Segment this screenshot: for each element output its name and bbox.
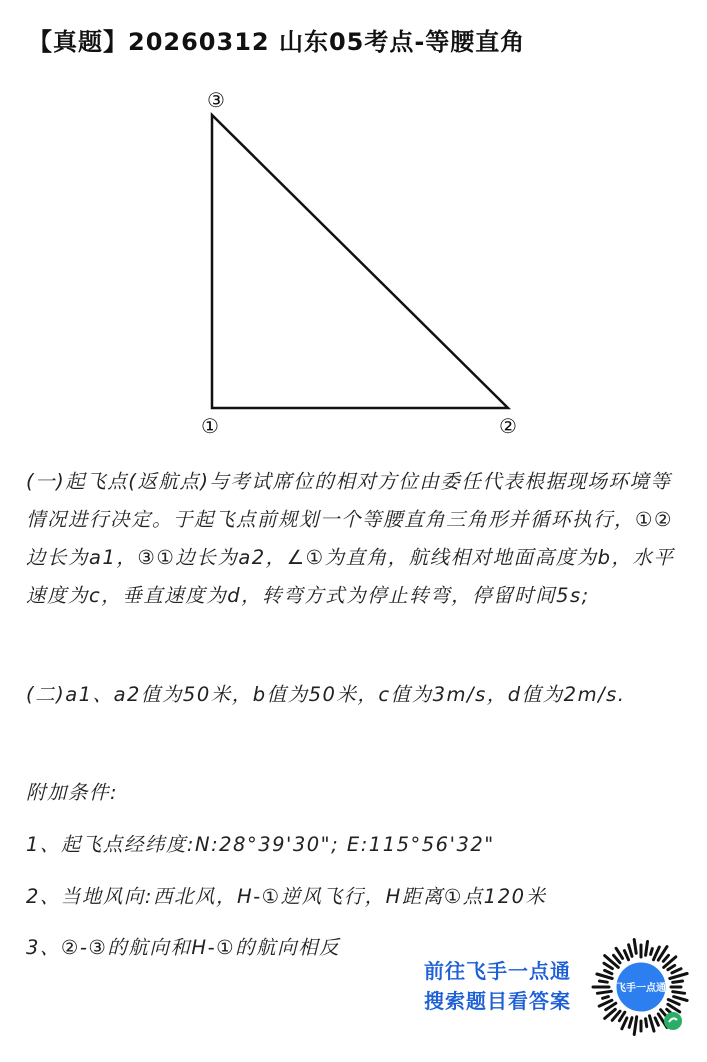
qr-ray	[655, 1018, 658, 1025]
qr-ray	[673, 981, 683, 982]
page-title: 【真题】20260312 山东05考点-等腰直角	[28, 28, 526, 56]
qr-center-label: 飞手一点通	[616, 983, 666, 994]
paragraph-1: (一)起飞点(返航点)与考试席位的相对方位由委任代表根据现场环境等情况进行决定。于起飞点前规划一个等腰直角三角形并循环执行，①②边长为a1，③①边长为a2，∠①为直角，航线相对地面高度为b，水平速度为c，垂直速度为d，转弯方式为停止转弯，停留时间5s;	[26, 470, 675, 607]
vertex-label-3: ③	[207, 88, 225, 112]
promo-line-2: 搜索题目看答案	[424, 989, 571, 1013]
triangle-shape	[212, 115, 508, 408]
extra-heading: 附加条件:	[26, 781, 119, 804]
vertex-label-1: ①	[201, 414, 219, 438]
qr-ray	[622, 1018, 627, 1029]
qr-ray	[646, 942, 648, 956]
extra-item-3: 3、②-③的航向和H-①的航向相反	[26, 936, 341, 959]
promo-text[interactable]	[424, 956, 594, 1016]
paragraph-2: (二)a1、a2值为50米，b值为50米，c值为3m/s，d值为2m/s.	[26, 683, 626, 706]
qr-ray	[668, 1000, 679, 1005]
qr-ray	[634, 1017, 637, 1035]
qr-ray	[616, 948, 623, 958]
qr-ray	[668, 965, 675, 969]
qr-ray	[619, 1012, 624, 1021]
qr-ray	[663, 955, 668, 961]
promo-line-1: 前往飞手一点通	[424, 959, 571, 983]
qr-ray	[629, 945, 632, 957]
qr-ray	[599, 981, 607, 982]
qr-ray	[629, 1018, 632, 1028]
extra-item-1: 1、起飞点经纬度:N:28°39'30"; E:115°56'32"	[26, 833, 495, 856]
qr-ray	[646, 1019, 647, 1027]
wechat-icon	[664, 1012, 682, 1030]
qr-ray	[605, 970, 612, 973]
qr-ray	[674, 997, 688, 1001]
qr-ray	[624, 951, 628, 960]
qr-ray	[650, 1016, 655, 1031]
extra-item-2: 2、当地风向:西北风，H-①逆风飞行，H距离①点120米	[26, 885, 547, 908]
qr-ray	[673, 992, 685, 994]
qr-ray	[604, 963, 612, 968]
vertex-label-2: ②	[499, 414, 517, 438]
qr-ray	[603, 997, 609, 999]
qr-ray	[672, 969, 681, 973]
mini-program-qr-code[interactable]	[590, 936, 692, 1038]
qr-ray	[597, 974, 612, 979]
triangle-diagram	[196, 88, 526, 438]
qr-ray	[597, 991, 611, 993]
qr-ray	[651, 949, 653, 955]
qr-ray	[634, 940, 636, 954]
qr-ray	[614, 955, 621, 963]
